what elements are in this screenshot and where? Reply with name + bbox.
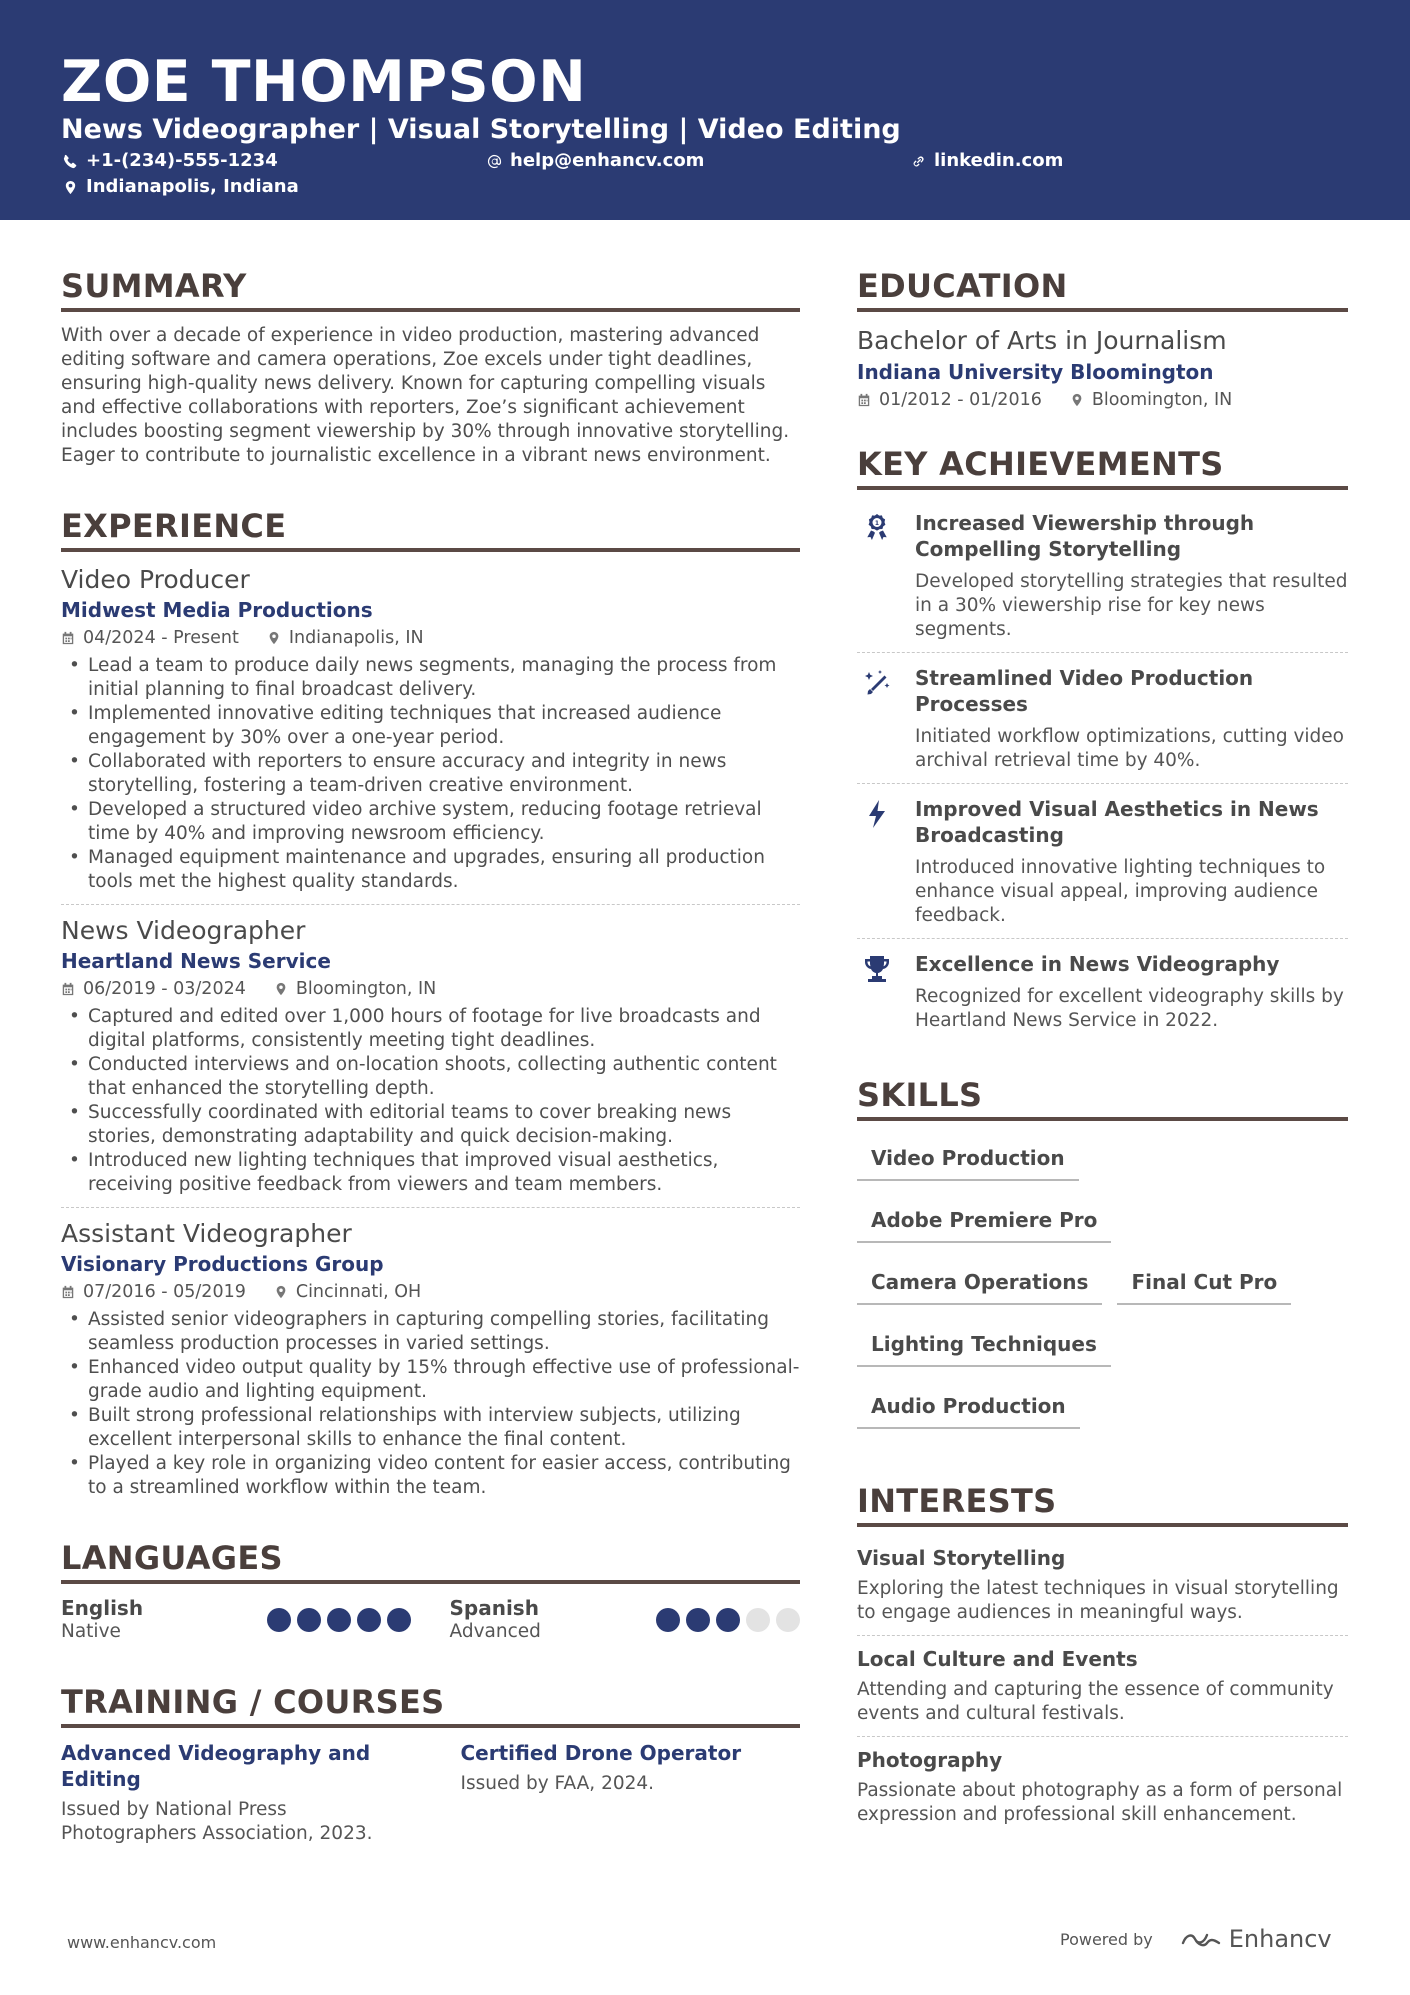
education-title: EDUCATION <box>857 268 1348 312</box>
job-entry <box>61 564 800 904</box>
training-item <box>61 1740 431 1846</box>
at-sign-icon <box>487 154 502 169</box>
job-bullet: • Captured and edited over 1,000 hours of footage for live broadcasts and digital platforms, consistently meeting tight deadlines. <box>61 1005 800 1053</box>
resume-header <box>0 0 1410 220</box>
job-location: Indianapolis, IN <box>288 628 424 648</box>
contact-email[interactable] <box>487 150 704 172</box>
job-bullet: • Managed equipment maintenance and upgrades, ensuring all production tools met the highest quality standards. <box>61 846 800 894</box>
interest-item <box>857 1635 1348 1736</box>
job-bullets <box>61 1308 800 1500</box>
language-rating <box>656 1608 800 1632</box>
contact-email-text: help@enhancv.com <box>510 150 705 171</box>
education-degree: Bachelor of Arts in Journalism <box>857 326 1227 355</box>
education-school: Indiana University Bloomington <box>857 360 1214 384</box>
interest-title: Local Culture and Events <box>857 1647 1138 1671</box>
svg-text:1: 1 <box>874 520 880 528</box>
job-dates: 06/2019 - 03/2024 <box>83 979 246 999</box>
rating-dot-filled <box>297 1608 321 1632</box>
rating-dot-filled <box>387 1608 411 1632</box>
job-entry <box>61 904 800 1207</box>
skill-tag: Final Cut Pro <box>1117 1261 1291 1305</box>
job-company: Midwest Media Productions <box>61 598 373 622</box>
languages-section <box>61 1540 800 1644</box>
job-dates: 04/2024 - Present <box>83 628 239 648</box>
language-item <box>431 1596 801 1644</box>
summary-text: With over a decade of experience in video production, mastering advanced editing software and camera operations, Zoe excels under tight deadlines, ensuring high-quality news delivery. Known for capturing compelling visuals and effective collaborations with reporters, Zoe’s significant achievement includes boosting segment viewership by 30% through innovative storytelling. Eager to contribute to journalistic excellence in a vibrant news environment. <box>61 325 790 466</box>
skill-tag: Video Production <box>857 1137 1079 1181</box>
location-pin-icon <box>274 982 288 996</box>
job-bullet: • Conducted interviews and on-location shoots, collecting authentic content that enhanced the storytelling depth. <box>61 1053 800 1101</box>
job-bullet: • Introduced new lighting techniques that improved visual aesthetics, receiving positive feedback from viewers and team members. <box>61 1149 800 1197</box>
job-bullet: • Lead a team to produce daily news segments, managing the process from initial planning to final broadcast delivery. <box>61 654 800 702</box>
training-item-desc: Issued by National Press Photographers Association, 2023. <box>61 1799 373 1844</box>
training-item <box>431 1740 801 1846</box>
footer-brand[interactable] <box>1060 1925 1332 1953</box>
rating-dot-filled <box>267 1608 291 1632</box>
powered-by-text: Powered by <box>1060 1929 1153 1949</box>
lightning-bolt-icon <box>861 798 893 830</box>
location-pin-icon <box>267 631 281 645</box>
rating-dot-filled <box>327 1608 351 1632</box>
job-meta <box>61 626 800 650</box>
training-item-desc: Issued by FAA, 2024. <box>460 1773 655 1794</box>
skills-title: SKILLS <box>857 1077 1348 1121</box>
rating-dot-empty <box>746 1608 770 1632</box>
location-pin-icon <box>274 1285 288 1299</box>
rating-dot-empty <box>776 1608 800 1632</box>
interest-item <box>857 1539 1348 1635</box>
calendar-icon <box>61 1285 75 1299</box>
language-item <box>61 1596 431 1644</box>
right-column <box>857 268 1348 1837</box>
enhancv-logo <box>1179 1925 1332 1953</box>
education-meta <box>857 388 1348 412</box>
contact-location <box>63 176 299 198</box>
contact-phone-text: +1-(234)-555-1234 <box>86 150 278 171</box>
calendar-icon <box>61 982 75 996</box>
language-level: Native <box>61 1621 121 1642</box>
interest-desc: Attending and capturing the essence of community events and cultural festivals. <box>857 1679 1334 1724</box>
achievements-section <box>857 446 1348 1043</box>
job-bullet: • Collaborated with reporters to ensure accuracy and integrity in news storytelling, fostering a team-driven creative environment. <box>61 750 800 798</box>
rating-dot-filled <box>716 1608 740 1632</box>
education-location: Bloomington, IN <box>1091 390 1233 410</box>
training-item-title: Certified Drone Operator <box>460 1741 742 1765</box>
summary-section <box>61 268 800 468</box>
job-bullets <box>61 1005 800 1197</box>
trophy-icon <box>861 953 893 985</box>
award-ribbon-icon <box>861 512 893 544</box>
contact-phone[interactable] <box>63 150 278 172</box>
languages-grid <box>61 1596 800 1644</box>
job-bullet: • Assisted senior videographers in capturing compelling stories, facilitating seamless production processes in varied settings. <box>61 1308 800 1356</box>
achievement-desc: Recognized for excellent videography skills by Heartland News Service in 2022. <box>915 986 1344 1031</box>
contact-location-text: Indianapolis, Indiana <box>86 176 299 197</box>
training-section <box>61 1684 800 1846</box>
location-pin-icon <box>63 180 78 195</box>
link-icon <box>911 154 926 169</box>
training-item-title: Advanced Videography and Editing <box>61 1741 371 1791</box>
rating-dot-filled <box>656 1608 680 1632</box>
training-title: TRAINING / COURSES <box>61 1684 800 1728</box>
experience-section <box>61 508 800 1510</box>
interest-title: Photography <box>857 1748 1003 1772</box>
calendar-icon <box>857 393 871 407</box>
skills-list <box>857 1133 1348 1447</box>
job-title: News Videographer <box>61 916 306 945</box>
footer-url[interactable]: www.enhancv.com <box>67 1933 217 1952</box>
phone-icon <box>63 154 78 169</box>
achievement-desc: Introduced innovative lighting techniques to enhance visual appeal, improving audience feedback. <box>915 857 1326 926</box>
job-meta <box>61 977 800 1001</box>
location-pin-icon <box>1070 393 1084 407</box>
interest-desc: Passionate about photography as a form of personal expression and professional skill enhancement. <box>857 1780 1343 1825</box>
interests-title: INTERESTS <box>857 1483 1348 1527</box>
language-level: Advanced <box>449 1621 541 1642</box>
interest-item <box>857 1736 1348 1837</box>
rating-dot-filled <box>357 1608 381 1632</box>
job-meta <box>61 1280 800 1304</box>
language-name: English <box>61 1596 144 1620</box>
skill-tag: Lighting Techniques <box>857 1323 1111 1367</box>
job-title: Assistant Videographer <box>61 1219 352 1248</box>
job-bullet: • Played a key role in organizing video content for easier access, contributing to a streamlined workflow within the team. <box>61 1452 800 1500</box>
job-bullet: • Developed a structured video archive system, reducing footage retrieval time by 40% and improving newsroom efficiency. <box>61 798 800 846</box>
skill-tag: Audio Production <box>857 1385 1080 1429</box>
interest-title: Visual Storytelling <box>857 1546 1066 1570</box>
achievement-title: Streamlined Video Production Processes <box>915 666 1254 716</box>
left-column <box>61 268 800 1846</box>
education-section <box>857 268 1348 412</box>
magic-wand-icon <box>861 667 893 699</box>
interests-section <box>857 1483 1348 1837</box>
contact-linkedin[interactable] <box>911 150 1063 172</box>
candidate-headline: News Videographer | Visual Storytelling | Video Editing <box>61 114 901 145</box>
enhancv-logo-text: Enhancv <box>1228 1925 1332 1953</box>
experience-title: EXPERIENCE <box>61 508 800 552</box>
job-bullet: • Enhanced video output quality by 15% through effective use of professional-grade audio and lighting equipment. <box>61 1356 800 1404</box>
rating-dot-filled <box>686 1608 710 1632</box>
job-entry <box>61 1207 800 1510</box>
language-rating <box>267 1608 411 1632</box>
job-company: Visionary Productions Group <box>61 1252 384 1276</box>
job-bullet: • Successfully coordinated with editorial teams to cover breaking news stories, demonstrating adaptability and quick decision-making. <box>61 1101 800 1149</box>
achievement-item <box>857 502 1348 652</box>
achievement-desc: Developed storytelling strategies that resulted in a 30% viewership rise for key news segments. <box>915 571 1348 640</box>
achievements-title: KEY ACHIEVEMENTS <box>857 446 1348 490</box>
candidate-name: ZOE THOMPSON <box>61 49 587 115</box>
achievement-title: Excellence in News Videography <box>915 952 1280 976</box>
job-company: Heartland News Service <box>61 949 331 973</box>
job-title: Video Producer <box>61 565 250 594</box>
contact-linkedin-text: linkedin.com <box>934 150 1064 171</box>
achievement-title: Improved Visual Aesthetics in News Broadcasting <box>915 797 1319 847</box>
achievement-title: Increased Viewership through Compelling Storytelling <box>915 511 1255 561</box>
skills-section <box>857 1077 1348 1447</box>
education-dates: 01/2012 - 01/2016 <box>879 390 1042 410</box>
skill-tag: Camera Operations <box>857 1261 1102 1305</box>
job-location: Bloomington, IN <box>295 979 437 999</box>
languages-title: LANGUAGES <box>61 1540 800 1584</box>
achievement-desc: Initiated workflow optimizations, cutting video archival retrieval time by 40%. <box>915 726 1344 771</box>
job-dates: 07/2016 - 05/2019 <box>83 1282 246 1302</box>
achievement-item <box>857 938 1348 1043</box>
job-bullet: • Implemented innovative editing techniques that increased audience engagement by 30% over a one-year period. <box>61 702 800 750</box>
achievement-item <box>857 783 1348 938</box>
interest-desc: Exploring the latest techniques in visual storytelling to engage audiences in meaningful ways. <box>857 1578 1339 1623</box>
skill-tag: Adobe Premiere Pro <box>857 1199 1111 1243</box>
calendar-icon <box>61 631 75 645</box>
job-bullets <box>61 654 800 894</box>
summary-title: SUMMARY <box>61 268 800 312</box>
achievement-item <box>857 652 1348 783</box>
job-location: Cincinnati, OH <box>295 1282 422 1302</box>
job-bullet: • Built strong professional relationships with interview subjects, utilizing excellent interpersonal skills to enhance the final content. <box>61 1404 800 1452</box>
training-grid <box>61 1740 800 1846</box>
enhancv-logo-icon <box>1179 1927 1223 1951</box>
language-name: Spanish <box>449 1596 539 1620</box>
